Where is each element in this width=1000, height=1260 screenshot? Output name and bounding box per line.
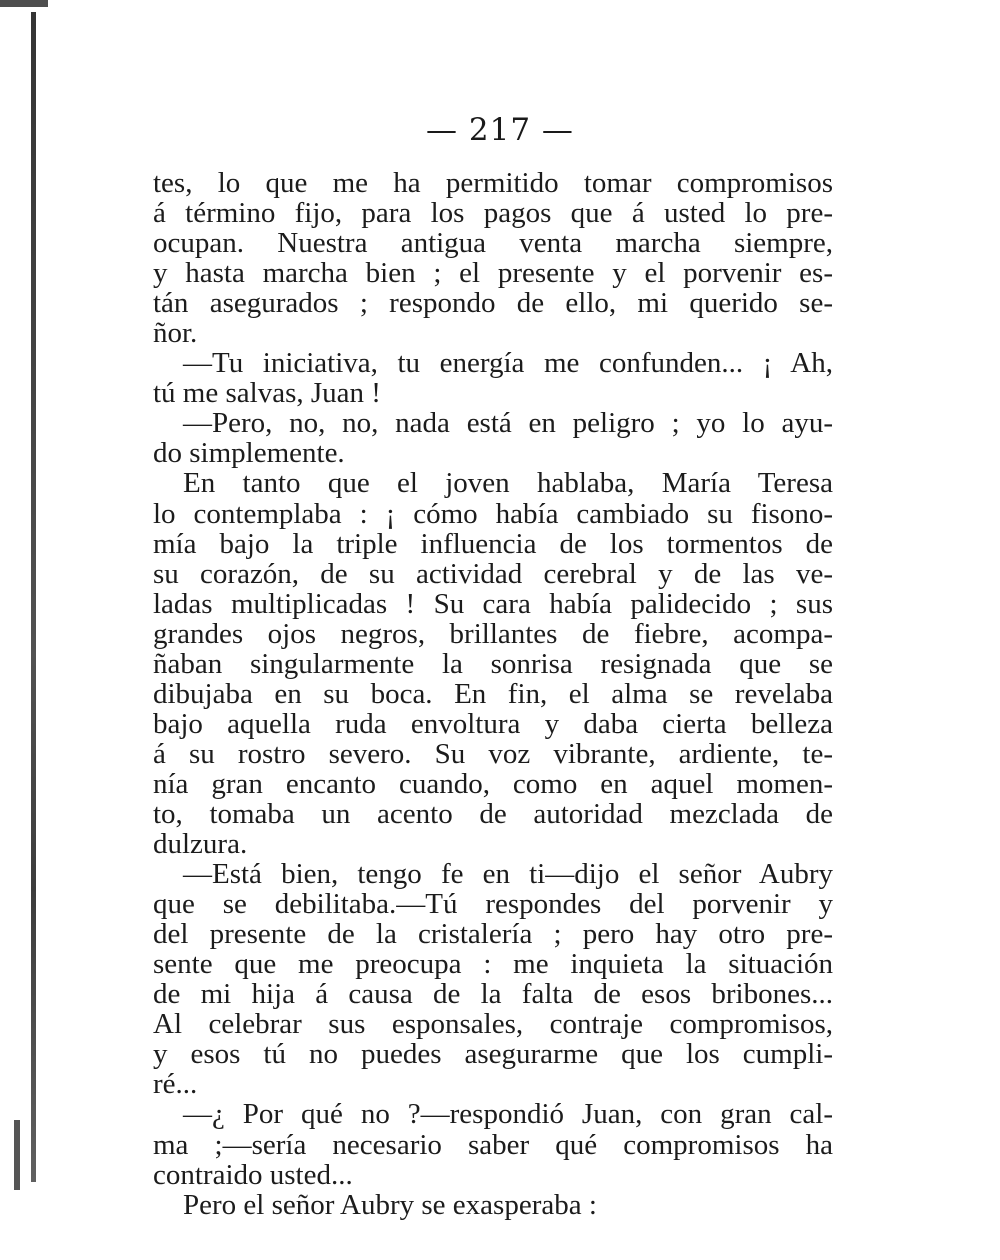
scan-binding-mark	[14, 1120, 20, 1190]
text-line: ñaban singularmente la sonrisa resignada que se	[153, 647, 833, 680]
text-line: ma ;—sería necesario saber qué compromisos ha	[153, 1128, 833, 1161]
text-line: tú me salvas, Juan !	[153, 377, 381, 410]
body-text	[153, 168, 833, 1220]
text-line: contraido usted...	[153, 1158, 353, 1191]
text-line: y esos tú no puedes asegurarme que los cumpli-	[153, 1038, 833, 1071]
text-line: de mi hija á causa de la falta de esos bribones...	[153, 978, 833, 1011]
text-line: Al celebrar sus esponsales, contraje compromisos,	[153, 1008, 833, 1041]
text-line: ñor.	[153, 317, 198, 350]
text-line: grandes ojos negros, brillantes de fiebre, acompa-	[153, 617, 833, 650]
text-line: tes, lo que me ha permitido tomar compromisos	[153, 167, 833, 199]
text-line: dulzura.	[153, 828, 248, 861]
text-line: á su rostro severo. Su voz vibrante, ardiente, te-	[153, 737, 833, 770]
text-line: dibujaba en su boca. En fin, el alma se revelaba	[153, 677, 833, 710]
text-line: do simplemente.	[153, 437, 345, 470]
text-line: lo contemplaba : ¡ cómo había cambiado su fisono-	[153, 497, 833, 530]
text-line: —Está bien, tengo fe en ti—dijo el señor Aubry	[183, 858, 833, 891]
text-line: —¿ Por qué no ?—respondió Juan, con gran cal-	[183, 1098, 833, 1131]
text-line: nía gran encanto cuando, como en aquel momen-	[153, 767, 833, 800]
text-line: y hasta marcha bien ; el presente y el porvenir es-	[153, 257, 833, 290]
text-line: su corazón, de su actividad cerebral y de las ve-	[153, 557, 833, 590]
text-line: ré...	[153, 1068, 198, 1101]
page-number: — 217 —	[426, 112, 574, 148]
scan-binding-corner	[0, 0, 48, 7]
text-line: ladas multiplicadas ! Su cara había palidecido ; sus	[153, 587, 833, 620]
text-line: Pero el señor Aubry se exasperaba :	[183, 1188, 597, 1221]
text-line: bajo aquella ruda envoltura y daba cierta belleza	[153, 707, 833, 740]
scan-binding-edge	[31, 12, 36, 1182]
text-line: to, tomaba un acento de autoridad mezclada de	[153, 797, 833, 830]
text-line: que se debilitaba.—Tú respondes del porvenir y	[153, 888, 833, 921]
text-line: En tanto que el joven hablaba, María Teresa	[183, 467, 833, 500]
text-line: tán asegurados ; respondo de ello, mi querido se-	[153, 287, 833, 320]
text-line: mía bajo la triple influencia de los tormentos de	[153, 527, 833, 560]
text-line: sente que me preocupa : me inquieta la situación	[153, 948, 833, 981]
text-line: —Pero, no, no, nada está en peligro ; yo lo ayu-	[183, 407, 833, 440]
text-line: del presente de la cristalería ; pero hay otro pre-	[153, 918, 833, 951]
text-line: ocupan. Nuestra antigua venta marcha siempre,	[153, 227, 833, 260]
text-line: —Tu iniciativa, tu energía me confunden... ¡ Ah,	[183, 347, 833, 380]
text-line: á término fijo, para los pagos que á usted lo pre-	[153, 197, 833, 230]
